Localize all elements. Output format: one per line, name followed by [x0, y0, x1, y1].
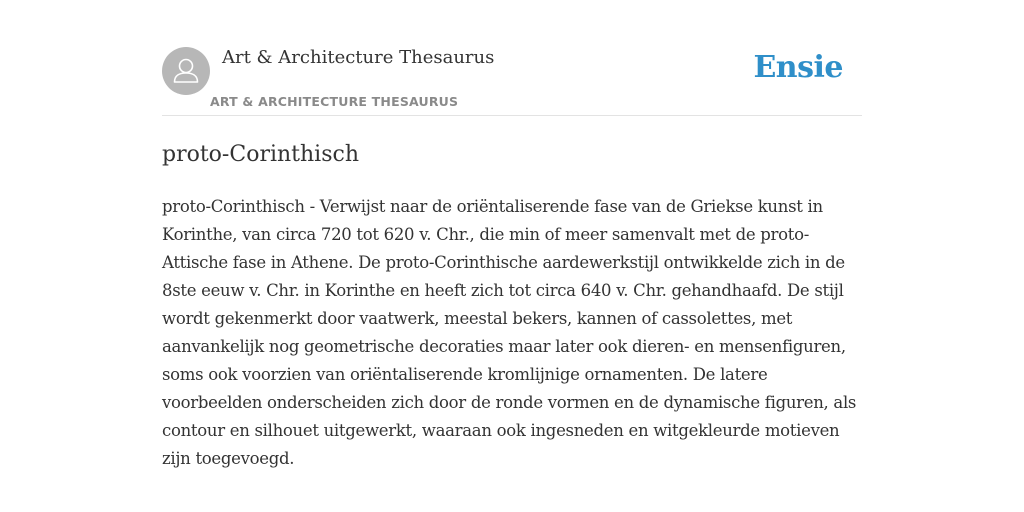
- entry-header: [162, 44, 862, 116]
- source-avatar[interactable]: [162, 47, 210, 95]
- entry-card: [162, 44, 862, 473]
- entry-definition: proto-Corinthisch - Verwijst naar de oriëntaliserende fase van de Griekse kunst in Korinthe, van circa 720 tot 620 v. Chr., die min of meer samenvalt met de proto-Attische fase in Athene. De proto-Corinthische aardewerkstijl ontwikkelde zich in de 8ste eeuw v. Chr. in Korinthe en heeft zich tot circa 640 v. Chr. gehandhaafd. De stijl wordt gekenmerkt door vaatwerk, meestal bekers, kannen of cassolettes, met aanvankelijk nog geometrische decoraties maar later ook dieren- en mensenfiguren, soms ook voorzien van oriëntaliserende kromlijnige ornamenten. De latere voorbeelden onderscheiden zich door de ronde vormen en de dynamische figuren, als contour en silhouet uitgewerkt, waaraan ook ingesneden en witgekleurde motieven zijn toegevoegd.: [162, 197, 857, 468]
- user-icon: [162, 47, 210, 95]
- source-subtitle[interactable]: ART & ARCHITECTURE THESAURUS: [210, 94, 459, 109]
- entry-term: proto-Corinthisch: [162, 142, 359, 167]
- source-title[interactable]: Art & Architecture Thesaurus: [222, 47, 495, 68]
- brand-logo[interactable]: Ensie: [753, 50, 843, 85]
